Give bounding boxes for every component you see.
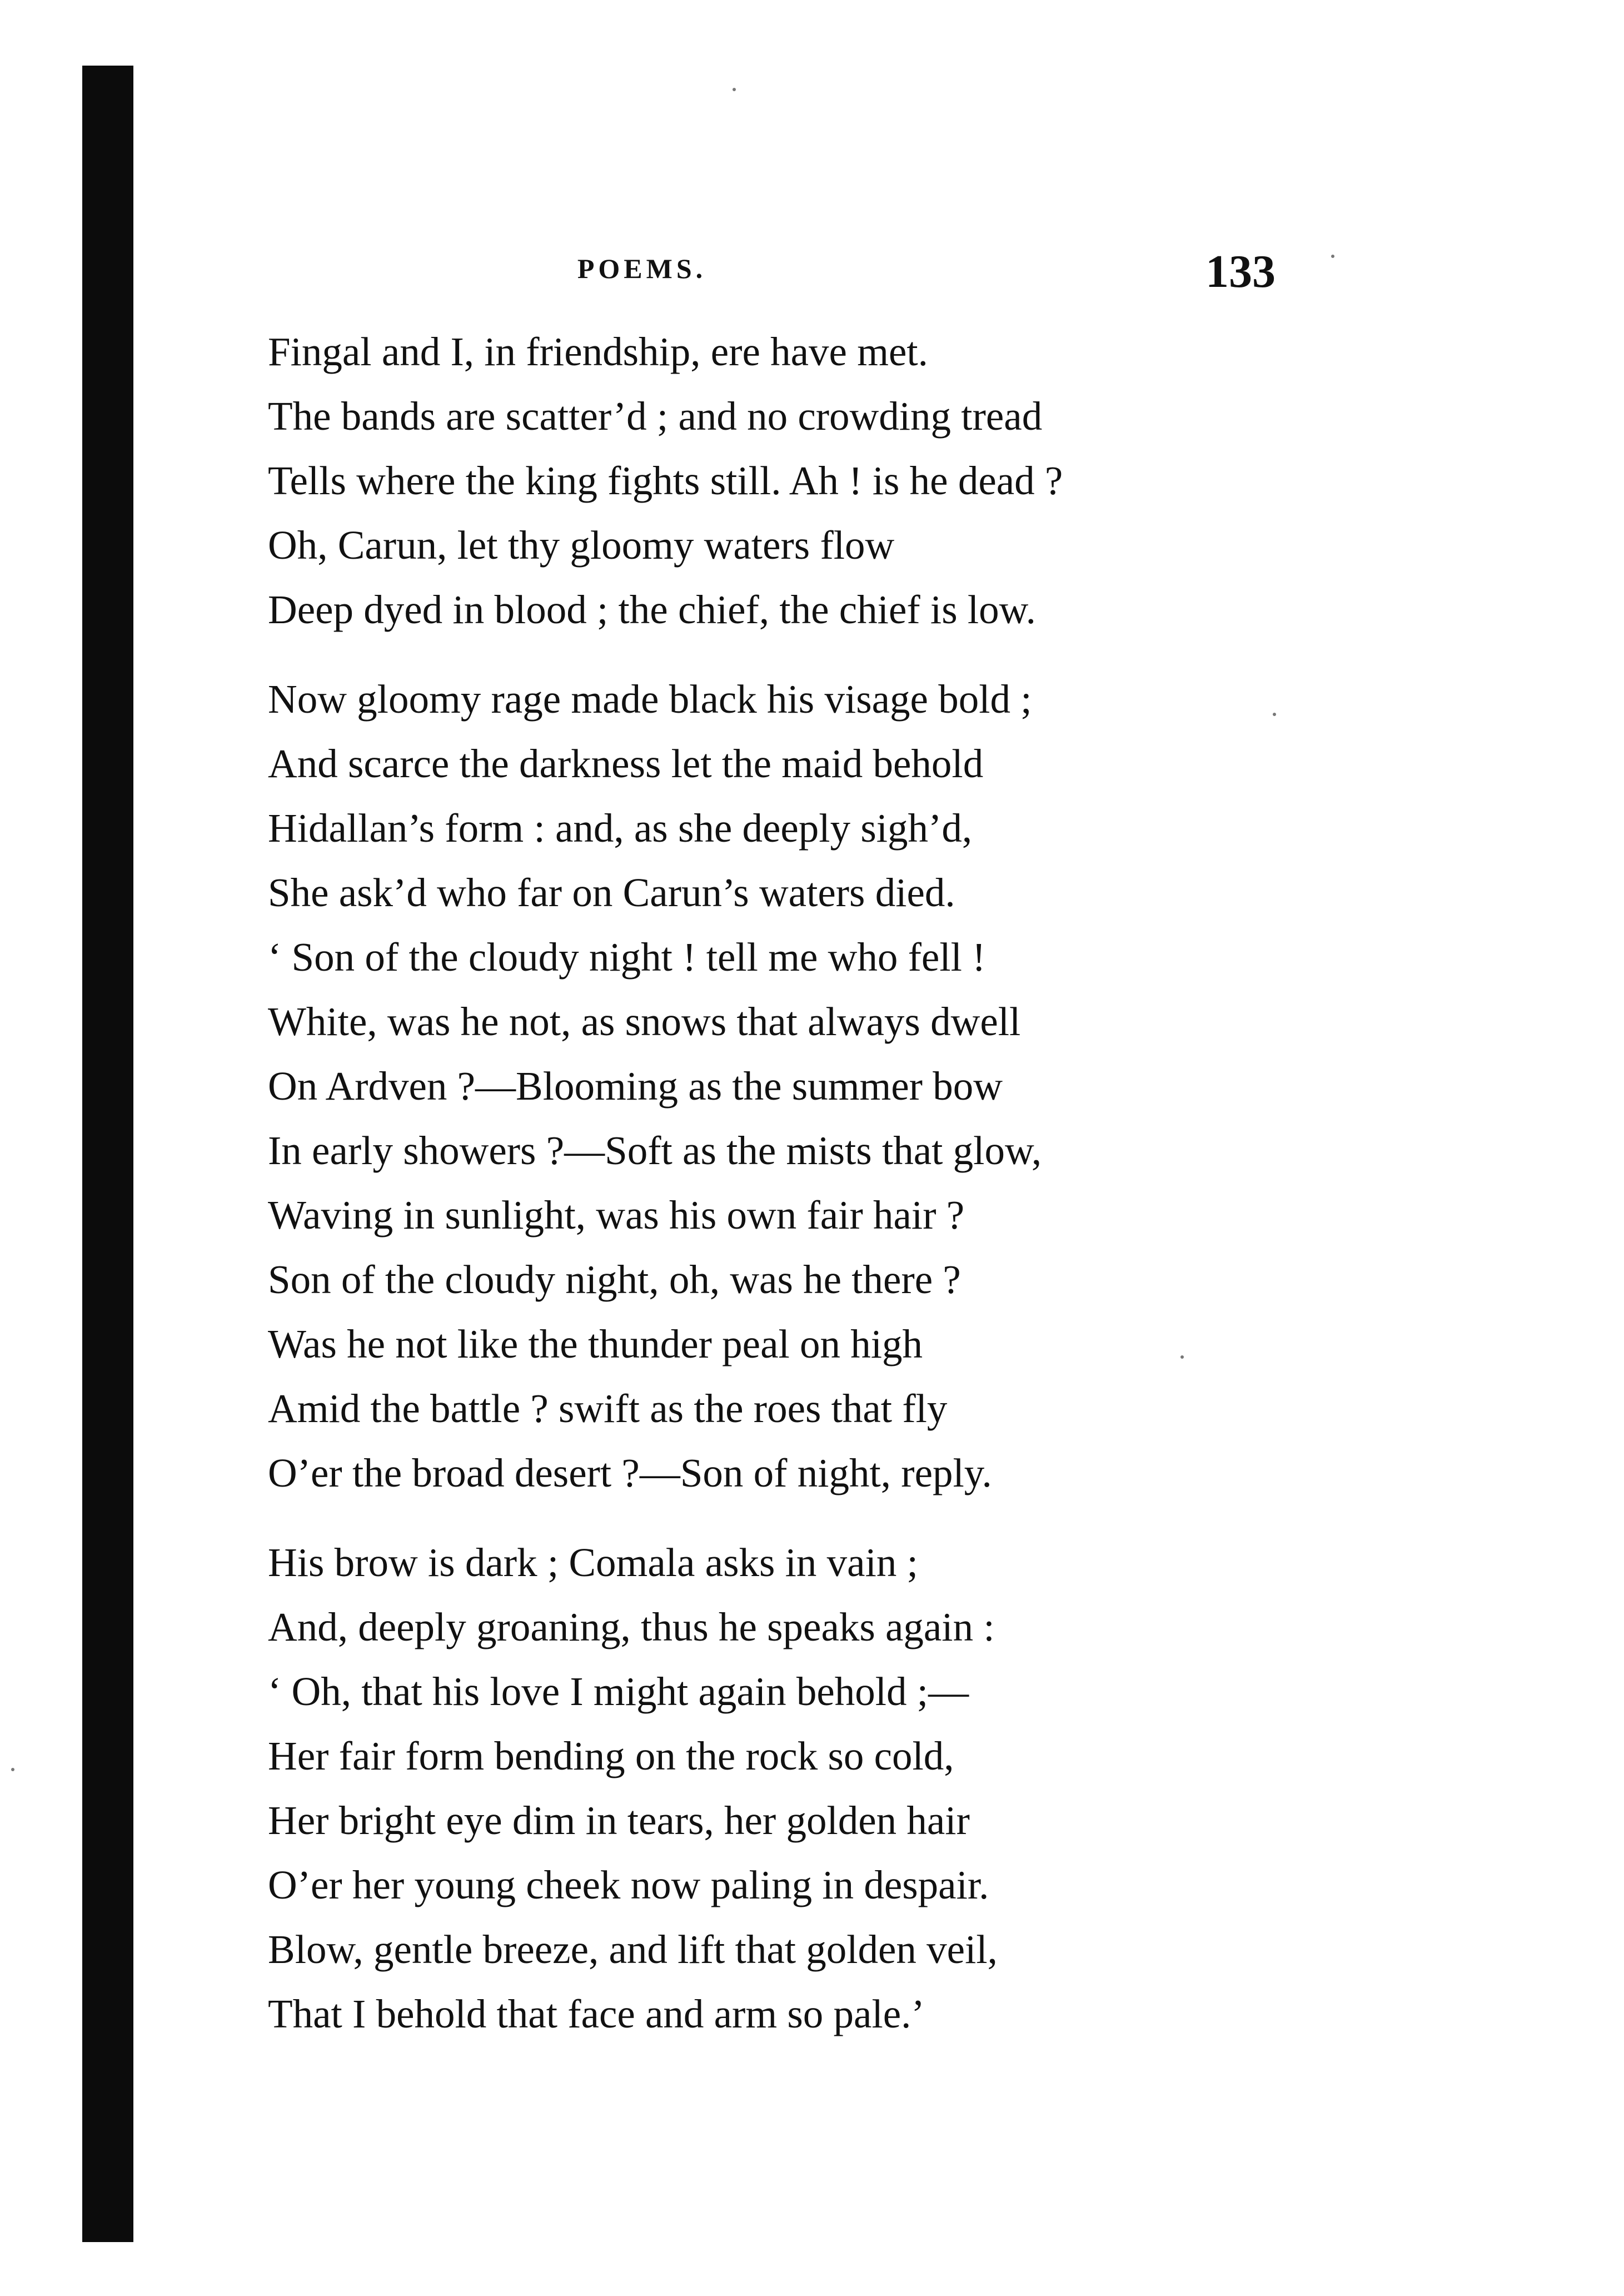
verse-line: Hidallan’s form : and, as she deeply sigh’d, (268, 806, 973, 851)
ink-speck (733, 88, 736, 91)
stanza (268, 1530, 1546, 2046)
verse-line: Tells where the king fights still. Ah ! is he dead ? (268, 458, 1063, 503)
verse-line: In early showers ?—Soft as the mists that glow, (268, 1128, 1042, 1173)
verse-line: White, was he not, as snows that always dwell (268, 999, 1021, 1044)
verse-line: On Ardven ?—Blooming as the summer bow (268, 1063, 1003, 1109)
verse-line: ‘ Son of the cloudy night ! tell me who fell ! (268, 935, 986, 980)
verse-line: Was he not like the thunder peal on high (268, 1321, 923, 1366)
verse-line: Blow, gentle breeze, and lift that golden veil, (268, 1927, 998, 1972)
verse-line: Son of the cloudy night, oh, was he there ? (268, 1257, 961, 1302)
poem-text (268, 320, 1546, 2046)
verse-line: O’er her young cheek now paling in despair. (268, 1862, 989, 1907)
running-title: POEMS. (577, 253, 707, 284)
verse-line: Her bright eye dim in tears, her golden hair (268, 1798, 970, 1843)
stanza (268, 667, 1546, 1505)
verse-line: O’er the broad desert ?—Son of night, reply. (268, 1450, 992, 1495)
ink-speck (11, 1768, 14, 1771)
verse-line: Oh, Carun, let thy gloomy waters flow (268, 523, 895, 568)
verse-line: Her fair form bending on the rock so cold, (268, 1733, 954, 1778)
binding-edge (82, 66, 133, 2242)
stanza (268, 320, 1546, 642)
verse-line: Amid the battle ? swift as the roes that fly (268, 1386, 948, 1431)
verse-line: Now gloomy rage made black his visage bold ; (268, 677, 1032, 722)
verse-line: His brow is dark ; Comala asks in vain ; (268, 1540, 918, 1585)
verse-line: That I behold that face and arm so pale.’ (268, 1991, 925, 2036)
page-number: 133 (1205, 246, 1276, 297)
verse-line: And scarce the darkness let the maid behold (268, 741, 984, 786)
verse-line: The bands are scatter’d ; and no crowding tread (268, 394, 1043, 439)
verse-line: Fingal and I, in friendship, ere have met. (268, 329, 928, 374)
verse-line: And, deeply groaning, thus he speaks again : (268, 1604, 995, 1649)
verse-line: Waving in sunlight, was his own fair hair ? (268, 1192, 965, 1238)
verse-line: ‘ Oh, that his love I might again behold ;— (268, 1669, 969, 1714)
running-head (0, 245, 1624, 295)
verse-line: Deep dyed in blood ; the chief, the chief is low. (268, 587, 1036, 632)
verse-line: She ask’d who far on Carun’s waters died. (268, 870, 955, 915)
